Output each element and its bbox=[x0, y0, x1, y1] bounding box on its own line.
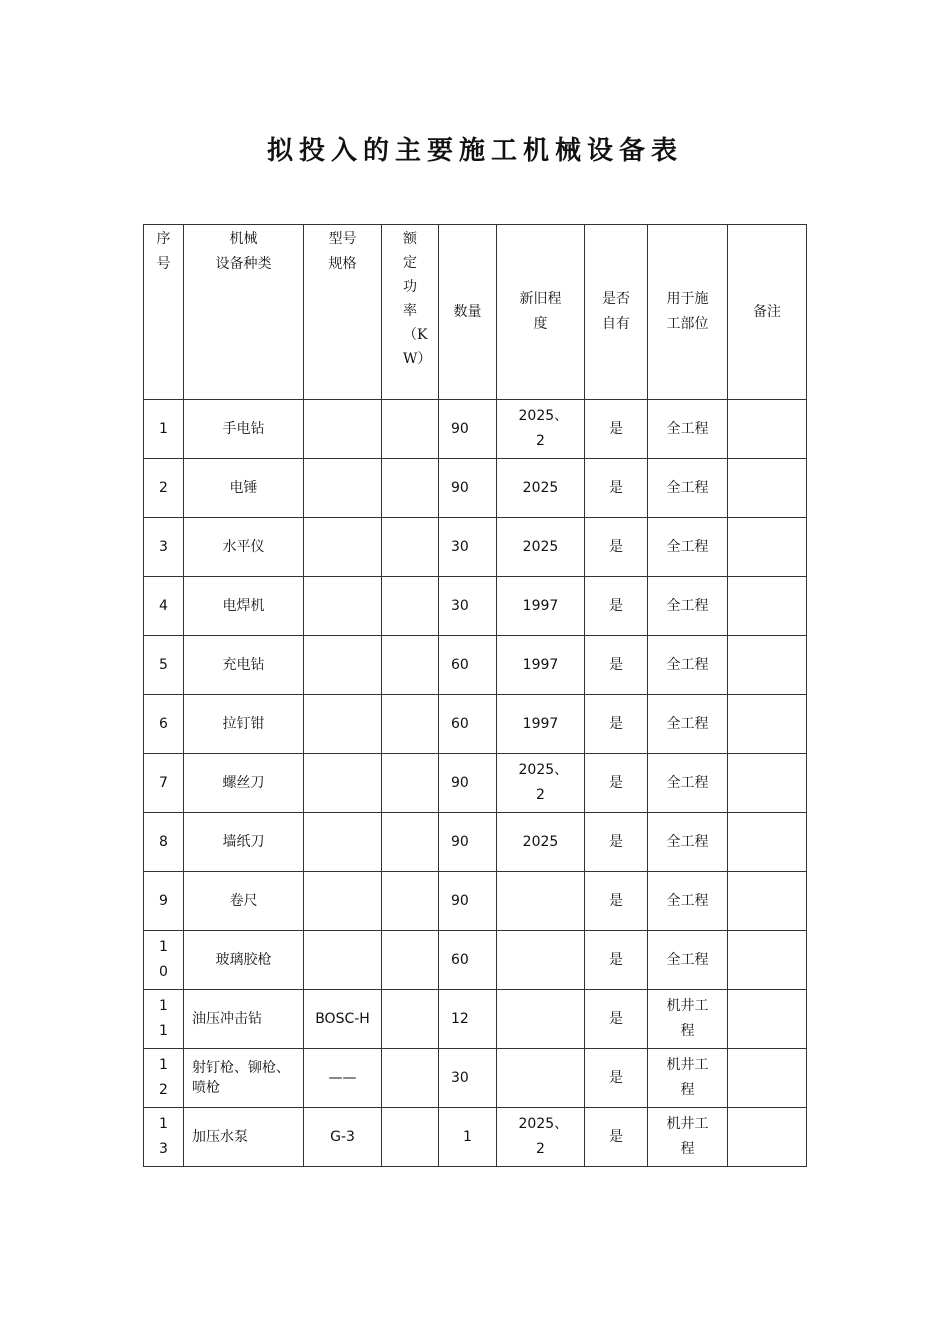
header-qty: 数量 bbox=[439, 225, 497, 400]
cell-name: 螺丝刀 bbox=[184, 754, 304, 813]
cell-owned: 是 bbox=[585, 400, 648, 459]
cell-condition: 2025 bbox=[497, 518, 585, 577]
cell-power bbox=[382, 518, 439, 577]
cell-usage: 全工程 bbox=[648, 636, 728, 695]
cell-name: 水平仪 bbox=[184, 518, 304, 577]
cell-name: 手电钻 bbox=[184, 400, 304, 459]
cell-seq: 10 bbox=[144, 931, 184, 990]
cell-remarks bbox=[728, 459, 807, 518]
cell-model bbox=[304, 518, 382, 577]
cell-seq: 12 bbox=[144, 1049, 184, 1108]
cell-power bbox=[382, 754, 439, 813]
cell-remarks bbox=[728, 518, 807, 577]
cell-qty: 12 bbox=[439, 990, 497, 1049]
cell-remarks bbox=[728, 1049, 807, 1108]
cell-condition bbox=[497, 1049, 585, 1108]
cell-name: 充电钻 bbox=[184, 636, 304, 695]
cell-qty: 1 bbox=[439, 1108, 497, 1167]
cell-condition bbox=[497, 990, 585, 1049]
cell-qty: 90 bbox=[439, 872, 497, 931]
header-type: 机械 设备种类 bbox=[184, 225, 304, 400]
header-remarks: 备注 bbox=[728, 225, 807, 400]
cell-condition: 2025 bbox=[497, 813, 585, 872]
cell-remarks bbox=[728, 400, 807, 459]
cell-owned: 是 bbox=[585, 1049, 648, 1108]
table-row bbox=[144, 872, 807, 931]
cell-condition: 2025、2 bbox=[497, 754, 585, 813]
cell-model: G-3 bbox=[304, 1108, 382, 1167]
cell-model bbox=[304, 577, 382, 636]
cell-remarks bbox=[728, 695, 807, 754]
cell-name: 墙纸刀 bbox=[184, 813, 304, 872]
cell-condition bbox=[497, 931, 585, 990]
cell-condition: 1997 bbox=[497, 577, 585, 636]
cell-seq: 5 bbox=[144, 636, 184, 695]
cell-remarks bbox=[728, 577, 807, 636]
header-power: 额定功率（KW） bbox=[382, 225, 439, 400]
cell-qty: 30 bbox=[439, 577, 497, 636]
cell-remarks bbox=[728, 931, 807, 990]
cell-seq: 13 bbox=[144, 1108, 184, 1167]
cell-usage: 全工程 bbox=[648, 754, 728, 813]
cell-power bbox=[382, 577, 439, 636]
header-model: 型号 规格 bbox=[304, 225, 382, 400]
cell-seq: 4 bbox=[144, 577, 184, 636]
cell-usage: 机井工程 bbox=[648, 990, 728, 1049]
header-row bbox=[144, 225, 807, 400]
cell-power bbox=[382, 1049, 439, 1108]
cell-model bbox=[304, 695, 382, 754]
table-row bbox=[144, 400, 807, 459]
cell-model bbox=[304, 931, 382, 990]
table-row bbox=[144, 636, 807, 695]
cell-name: 油压冲击钻 bbox=[184, 990, 304, 1049]
cell-seq: 9 bbox=[144, 872, 184, 931]
cell-condition: 2025 bbox=[497, 459, 585, 518]
cell-qty: 90 bbox=[439, 813, 497, 872]
cell-owned: 是 bbox=[585, 577, 648, 636]
cell-usage: 全工程 bbox=[648, 459, 728, 518]
table-row bbox=[144, 695, 807, 754]
cell-qty: 60 bbox=[439, 695, 497, 754]
cell-power bbox=[382, 695, 439, 754]
cell-power bbox=[382, 990, 439, 1049]
cell-remarks bbox=[728, 813, 807, 872]
cell-usage: 机井工程 bbox=[648, 1049, 728, 1108]
cell-usage: 全工程 bbox=[648, 872, 728, 931]
cell-owned: 是 bbox=[585, 990, 648, 1049]
header-condition: 新旧程 度 bbox=[497, 225, 585, 400]
cell-remarks bbox=[728, 754, 807, 813]
cell-power bbox=[382, 813, 439, 872]
cell-condition bbox=[497, 872, 585, 931]
cell-seq: 8 bbox=[144, 813, 184, 872]
cell-usage: 全工程 bbox=[648, 518, 728, 577]
cell-remarks bbox=[728, 990, 807, 1049]
table-row bbox=[144, 459, 807, 518]
cell-owned: 是 bbox=[585, 813, 648, 872]
cell-power bbox=[382, 636, 439, 695]
cell-model bbox=[304, 400, 382, 459]
cell-name: 电锤 bbox=[184, 459, 304, 518]
cell-condition: 2025、2 bbox=[497, 400, 585, 459]
cell-qty: 60 bbox=[439, 931, 497, 990]
cell-usage: 全工程 bbox=[648, 695, 728, 754]
cell-seq: 7 bbox=[144, 754, 184, 813]
table-row bbox=[144, 754, 807, 813]
header-usage: 用于施 工部位 bbox=[648, 225, 728, 400]
cell-power bbox=[382, 459, 439, 518]
cell-condition: 1997 bbox=[497, 695, 585, 754]
cell-owned: 是 bbox=[585, 1108, 648, 1167]
cell-model bbox=[304, 459, 382, 518]
table-row bbox=[144, 813, 807, 872]
cell-owned: 是 bbox=[585, 636, 648, 695]
cell-qty: 90 bbox=[439, 459, 497, 518]
cell-name: 玻璃胶枪 bbox=[184, 931, 304, 990]
cell-remarks bbox=[728, 636, 807, 695]
cell-usage: 全工程 bbox=[648, 400, 728, 459]
cell-model bbox=[304, 754, 382, 813]
table-row bbox=[144, 518, 807, 577]
cell-name: 卷尺 bbox=[184, 872, 304, 931]
cell-owned: 是 bbox=[585, 518, 648, 577]
cell-seq: 1 bbox=[144, 400, 184, 459]
cell-usage: 全工程 bbox=[648, 813, 728, 872]
header-owned: 是否 自有 bbox=[585, 225, 648, 400]
cell-owned: 是 bbox=[585, 931, 648, 990]
cell-model bbox=[304, 813, 382, 872]
cell-name: 拉钉钳 bbox=[184, 695, 304, 754]
cell-qty: 90 bbox=[439, 400, 497, 459]
table-row bbox=[144, 990, 807, 1049]
cell-model: —— bbox=[304, 1049, 382, 1108]
cell-model bbox=[304, 872, 382, 931]
cell-usage: 机井工程 bbox=[648, 1108, 728, 1167]
cell-qty: 90 bbox=[439, 754, 497, 813]
cell-owned: 是 bbox=[585, 754, 648, 813]
table-row bbox=[144, 577, 807, 636]
equipment-table bbox=[143, 224, 807, 1167]
cell-condition: 2025、2 bbox=[497, 1108, 585, 1167]
cell-qty: 60 bbox=[439, 636, 497, 695]
cell-owned: 是 bbox=[585, 459, 648, 518]
cell-name: 电焊机 bbox=[184, 577, 304, 636]
cell-usage: 全工程 bbox=[648, 931, 728, 990]
cell-name: 射钉枪、铆枪、喷枪 bbox=[184, 1049, 304, 1108]
table-row bbox=[144, 1108, 807, 1167]
cell-owned: 是 bbox=[585, 872, 648, 931]
table-row bbox=[144, 931, 807, 990]
cell-power bbox=[382, 931, 439, 990]
cell-remarks bbox=[728, 1108, 807, 1167]
cell-power bbox=[382, 1108, 439, 1167]
cell-usage: 全工程 bbox=[648, 577, 728, 636]
cell-name: 加压水泵 bbox=[184, 1108, 304, 1167]
cell-seq: 6 bbox=[144, 695, 184, 754]
cell-power bbox=[382, 400, 439, 459]
cell-qty: 30 bbox=[439, 1049, 497, 1108]
cell-condition: 1997 bbox=[497, 636, 585, 695]
table-row bbox=[144, 1049, 807, 1108]
cell-model: BOSC-H bbox=[304, 990, 382, 1049]
cell-qty: 30 bbox=[439, 518, 497, 577]
cell-power bbox=[382, 872, 439, 931]
cell-owned: 是 bbox=[585, 695, 648, 754]
cell-remarks bbox=[728, 872, 807, 931]
cell-model bbox=[304, 636, 382, 695]
cell-seq: 2 bbox=[144, 459, 184, 518]
cell-seq: 3 bbox=[144, 518, 184, 577]
header-seq: 序号 bbox=[144, 225, 184, 400]
cell-seq: 11 bbox=[144, 990, 184, 1049]
page-title: 拟投入的主要施工机械设备表 bbox=[266, 136, 683, 166]
